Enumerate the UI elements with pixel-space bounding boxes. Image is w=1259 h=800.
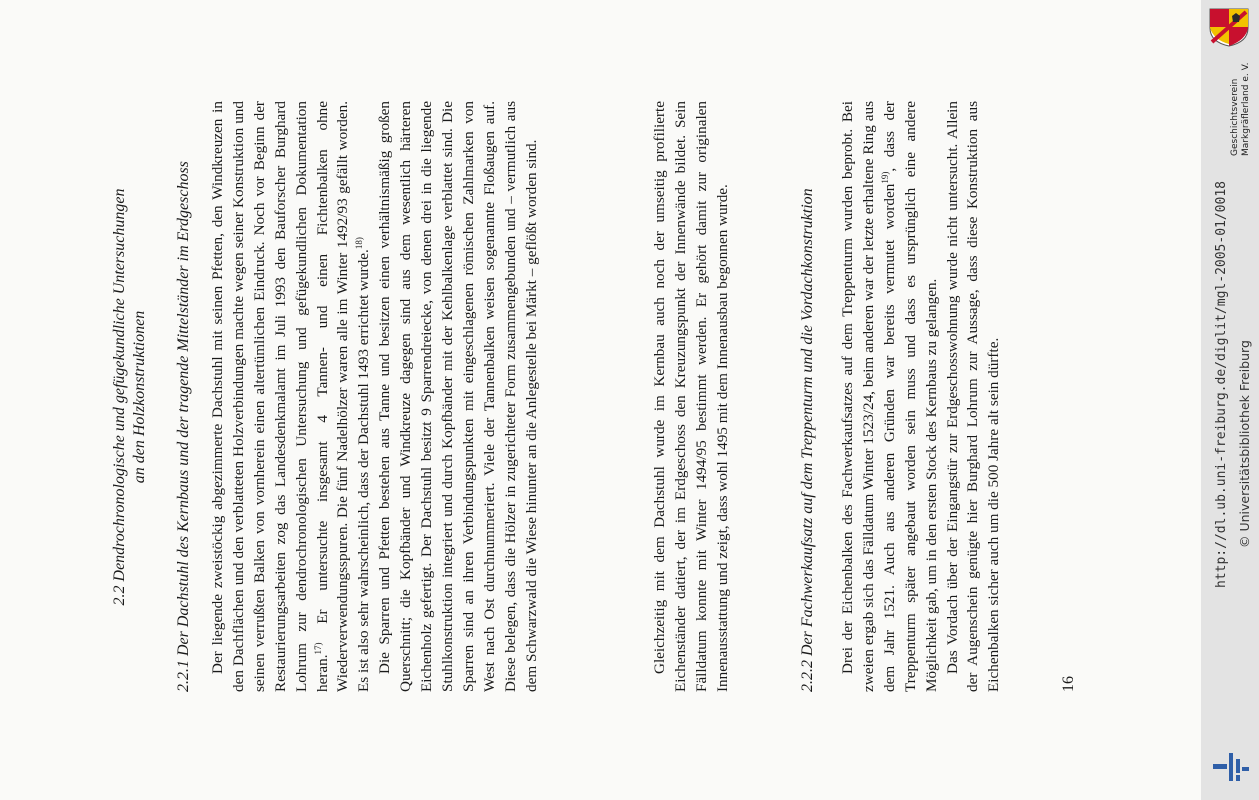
- paragraph-oak-post-block: [650, 101, 734, 692]
- paragraph-rafters: Die Sparren und Pfetten bestehen aus Tanne und besitzen einen verhältnismäßig großen Querschnitt; die Kopfbänder und Windkreuze dagegen sind aus dem wesentlich härteren Eichenholz gefertigt. Der Dachstuhl besitzt 9 Sparrendreiecke, von denen drei in die liegende Stuhlkonstruktion integriert und durch Kopfbänder mit der Kehlbalkenlage verblattet sind. Die Sparren sind an ihren Verbindungspunkten mit eingeschlagenen römischen Zahlmarken von West nach Ost durchnummeriert. Viele der Tannenbalken weisen sogenannte Floßaugen auf. Diese belegen, dass die Hölzer in zugerichteter Form zusammengebunden und – vermutlich aus dem Schwarzwald die Wiese hinunter an die Anlegestelle bei Märkt – geflößt worden sind.: [376, 101, 540, 692]
- section-title-2-2-1: 2.2.1 Der Dachstuhl des Kernbaus und der tragende Mittelständer im Erdgeschoss: [175, 161, 192, 692]
- section-2-2-1-body: [208, 101, 543, 692]
- paragraph-canopy: Das Vordach über der Eingangstür zur Erdgeschosswohnung wurde nicht untersucht. Allein der Augenschein genügte hier Burghard Lohrum zur Aussage, dass diese Konstruktion aus Eichenbalken sicher auch um die 500 Jahre alt sein dürfte.: [943, 101, 1003, 692]
- section-2-2-2-body: [838, 101, 1005, 692]
- footnote-marker-18: 18): [354, 237, 365, 250]
- paragraph-stair-tower: Drei der Eichenbalken des Fachwerkaufsatzes auf dem Treppenturm wurden beprobt. Bei zweien ergab sich das Fälldatum Winter 1523/24, beim anderen war der letzte erhaltene Ring aus dem Jahr 1521. Auch aus anderen Gründen war bereits vermutet worden$^{19)}$, dass der Treppenturm später angebaut worden sein muss und dass es ursprünglich eine andere Möglichkeit gab, um in den ersten Stock des Kernbaus zu gelangen.: [839, 101, 940, 692]
- paragraph-oak-post: Gleichzeitig mit dem Dachstuhl wurde im Kernbau auch noch der umseitig profilierte Eichenständer datiert, der im Erdgeschoss den Kreuzungspunkt der Innenwände bildet. Sein Fälldatum konnte mit Winter 1494/95 bestimmt werden. Er gehört damit zur originalen Innenausstattung und zeigt, dass wohl 1495 mit dem Innenausbau begonnen wurde.: [651, 101, 731, 692]
- section-title-2-2-2: 2.2.2 Der Fachwerkaufsatz auf dem Treppenturm und die Vordachkonstruktion: [799, 188, 816, 692]
- chapter-heading-line1: 2.2 Dendrochronologische und gefügekundliche Untersuchungen: [111, 188, 128, 606]
- society-name-line1: Geschichtsverein: [1230, 78, 1240, 156]
- ub-freiburg-logo-icon: [1210, 749, 1252, 785]
- chapter-heading-line2: an den Holzkonstruktionen: [131, 310, 148, 484]
- paragraph-roof-structure: Der liegende zweistöckig abgezimmerte Dachstuhl mit seinen Pfetten, den Windkreuzen in den Dachflächen und den verblatteten Holzverbindungen machte wegen seiner Konstruktion und seinen verrußten Balken von vornherein einen altertümlichen Eindruck. Noch vor Beginn der Restaurierungsarbeiten zog das Landesdenkmalamt im Juli 1993 den Bauforscher Burghard Lohrum zur dendrochronologischen Untersuchung und gefügekundlichen Dokumentation heran.$^{17)}$ Er untersuchte insgesamt 4 Tannen- und einen Fichtenbalken ohne Wiederverwendungsspuren. Die fünf Nadelhölzer waren alle im Winter 1492/93 gefällt worden. Es ist also sehr wahrscheinlich, dass der Dachstuhl 1493 errichtet wurde.$^{18)}$: [209, 101, 373, 692]
- footnote-marker-17: 17): [312, 642, 323, 655]
- copyright-notice: © Universitätsbibliothek Freiburg: [1237, 340, 1252, 548]
- chapter-heading: [110, 102, 150, 692]
- society-name-line2: Markgräflerland e. V.: [1241, 62, 1251, 156]
- page-number: 16: [1060, 676, 1077, 692]
- permalink-url[interactable]: http://dl.ub.uni-freiburg.de/diglit/mgl-2005-01/0018: [1214, 181, 1229, 588]
- coat-of-arms-icon: [1206, 6, 1252, 48]
- footnote-marker-19: 19): [879, 171, 890, 184]
